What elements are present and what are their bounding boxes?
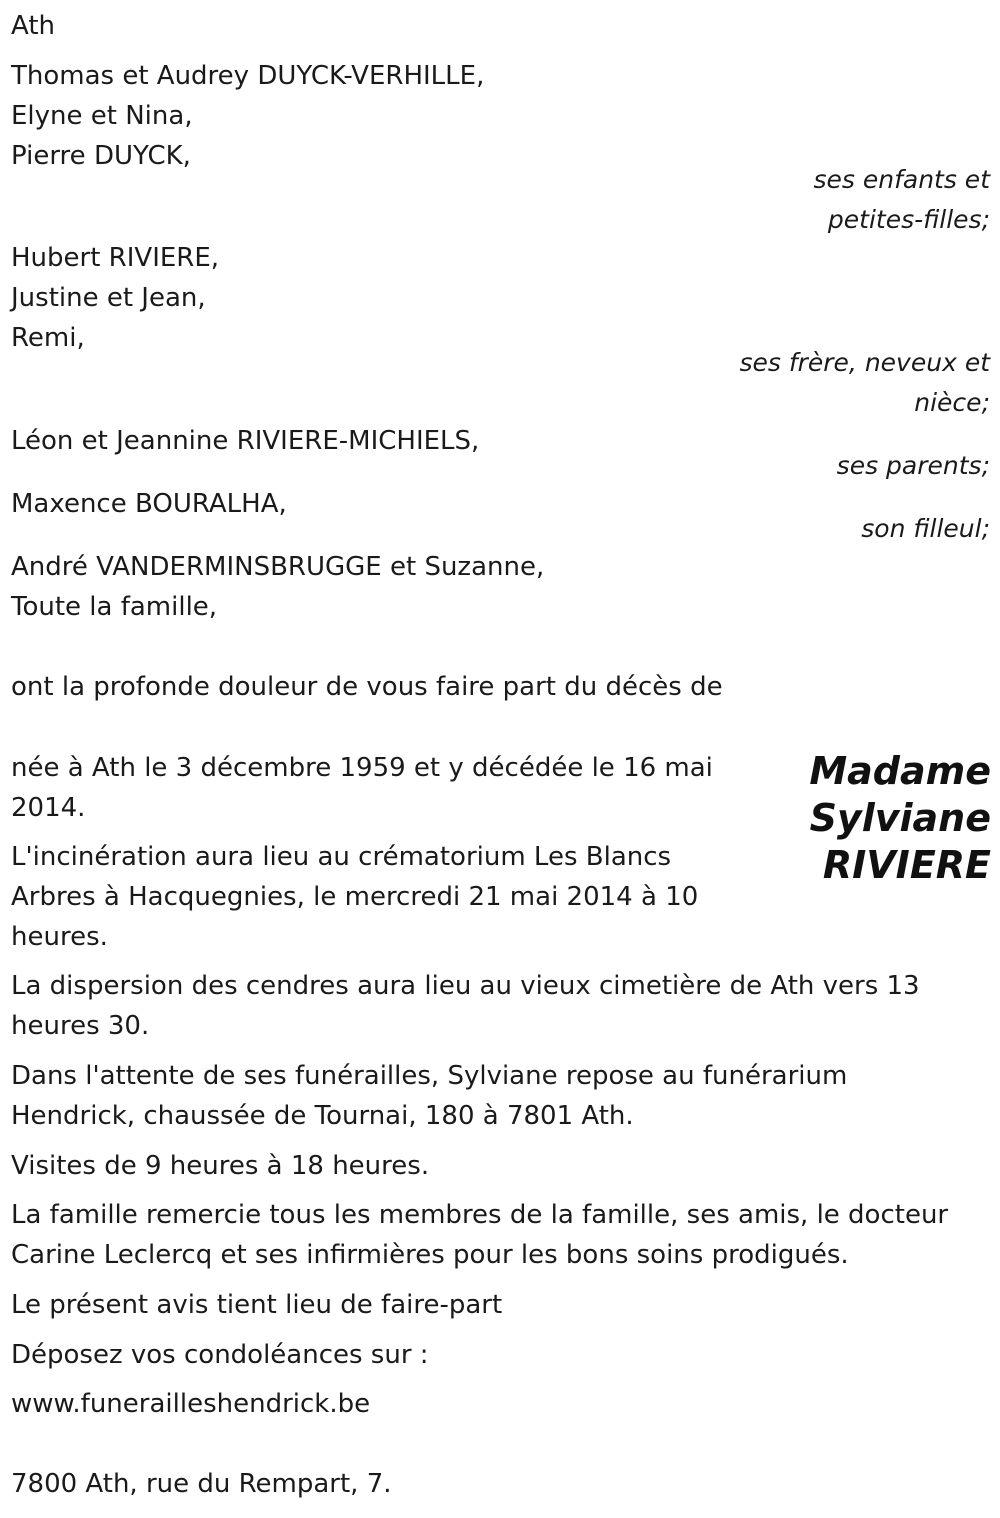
relation-label: son filleul; (861, 514, 990, 543)
family-member: Thomas et Audrey DUYCK-VERHILLE, (11, 61, 485, 91)
thanks-text: La famille remercie tous les membres de la famille, ses amis, le docteur (11, 1200, 949, 1230)
location: Ath (11, 11, 56, 41)
address-text: 7800 Ath, rue du Rempart, 7. (11, 1469, 392, 1499)
announcement-text: ont la profonde douleur de vous faire part du décès de (11, 672, 723, 702)
family-member: Elyne et Nina, (11, 101, 193, 131)
relation-label: ses parents; (836, 451, 990, 480)
notice-text: Le présent avis tient lieu de faire-part (11, 1290, 503, 1320)
website-link[interactable]: www.funerailleshendrick.be (11, 1389, 371, 1419)
dispersion-info: La dispersion des cendres aura lieu au vieux cimetière de Ath vers 13 (11, 971, 920, 1001)
family-member: Justine et Jean, (11, 283, 206, 313)
thanks-text: Carine Leclercq et ses infirmières pour les bons soins prodigués. (11, 1240, 849, 1270)
deceased-last-name: RIVIERE (822, 843, 991, 887)
visits-info: Visites de 9 heures à 18 heures. (11, 1151, 430, 1181)
relation-label: nièce; (914, 388, 990, 417)
deceased-first-name: Sylviane (809, 796, 991, 840)
family-member: Pierre DUYCK, (11, 141, 191, 171)
cremation-info: Arbres à Hacquegnies, le mercredi 21 mai 2014 à 10 (11, 882, 699, 912)
relation-label: ses frère, neveux et (739, 348, 990, 377)
rest-info: Hendrick, chaussée de Tournai, 180 à 7801 Ath. (11, 1101, 634, 1131)
family-member: André VANDERMINSBRUGGE et Suzanne, (11, 552, 545, 582)
deceased-name (809, 748, 991, 889)
family-member: Remi, (11, 323, 85, 353)
deceased-title: Madame (809, 749, 991, 793)
cremation-info: L'incinération aura lieu au crématorium Les Blancs (11, 842, 672, 872)
relation-label: ses enfants et (813, 165, 990, 194)
relation-label: petites-filles; (827, 205, 990, 234)
cremation-info: heures. (11, 922, 108, 952)
birth-info: 2014. (11, 793, 86, 823)
family-member: Hubert RIVIERE, (11, 243, 220, 273)
birth-info: née à Ath le 3 décembre 1959 et y décédée le 16 mai (11, 753, 713, 783)
rest-info: Dans l'attente de ses funérailles, Sylviane repose au funérarium (11, 1061, 848, 1091)
family-member: Léon et Jeannine RIVIERE-MICHIELS, (11, 426, 480, 456)
condolences-text: Déposez vos condoléances sur : (11, 1340, 429, 1370)
dispersion-info: heures 30. (11, 1011, 150, 1041)
family-member: Maxence BOURALHA, (11, 489, 287, 519)
family-member: Toute la famille, (11, 592, 218, 622)
